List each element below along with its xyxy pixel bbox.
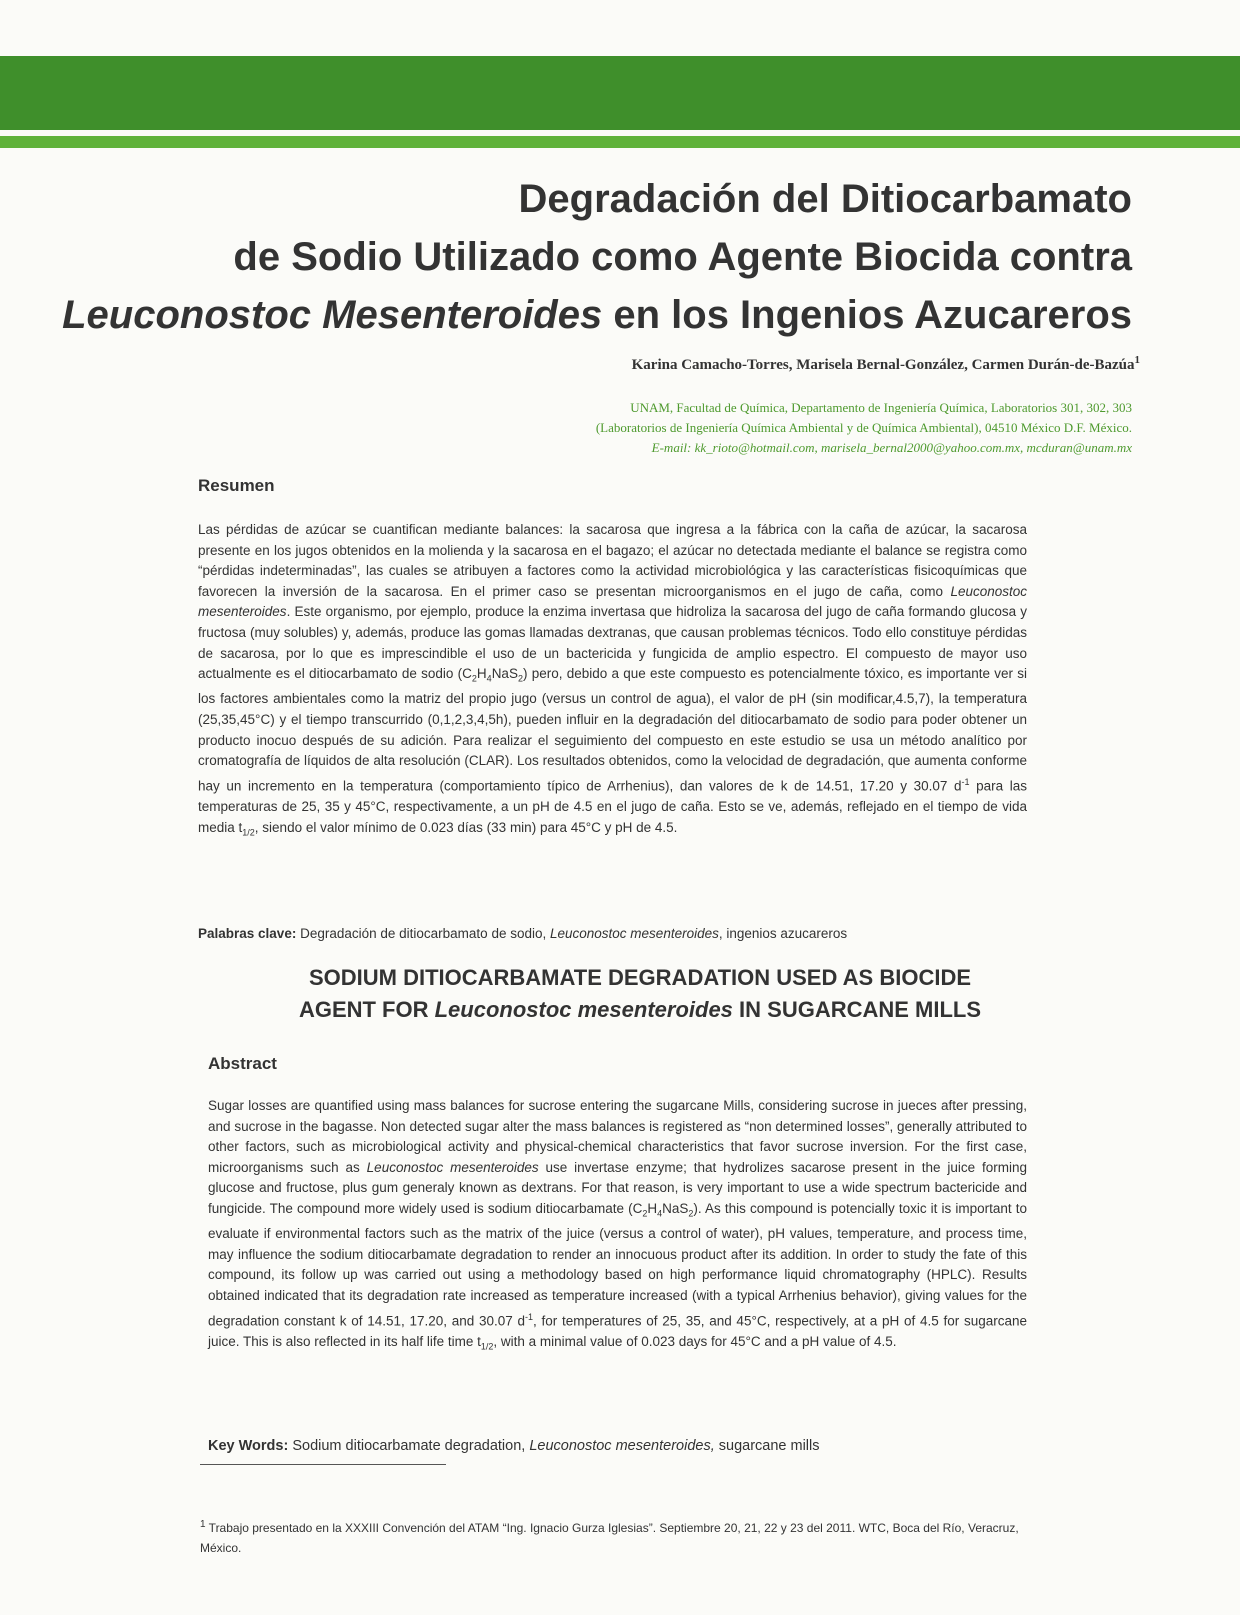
footnote-mark: 1 — [200, 1519, 206, 1530]
resumen-body: Las pérdidas de azúcar se cuantifican mediante balances: la sacarosa que ingresa a la fábrica con la caña de azúcar, la sacarosa presente en los jugos obtenidos en la molienda y la sacarosa en el bagazo; el azúcar no detectada mediante el balance se registra como “pérdidas indeterminadas”, las cuales se atribuyen a factores como la actividad microbiológica y las características fisicoquímicas que favorecen la inversión de la sacarosa. En el primer caso se presentan microorganismos en el jugo de caña, como Leuconostoc mesenteroides. Este organismo, por ejemplo, produce la enzima invertasa que hidroliza la sacarosa del jugo de caña formando glucosa y fructosa (muy solubles) y, además, produce las gomas llamadas dextranas, que causan problemas técnicos. Todo ello constituye pérdidas de sacarosa, por lo que es imprescindible el uso de un bactericida y fungicida de amplio espectro. El compuesto de mayor uso actualmente es el ditiocarbamato de sodio $(C_2H_4NaS_2)$ pero, debido a que este compuesto es potencialmente tóxico, es importante ver si los factores ambientales como la matriz del propio jugo (versus un control de agua), el valor de pH (sin modificar,4.5,7), la temperatura (25,35,45°C) y el tiempo transcurrido (0,1,2,3,4,5h), pueden influir en la degradación del ditiocarbamato de sodio para poder obtener un producto inocuo después de su adición. Para realizar el seguimiento del compuesto en este estudio se usa un método analítico por cromatografía de líquidos de alta resolución (CLAR). Los resultados obtenidos, como la velocidad de degradación, que aumenta conforme hay un incremento en la temperatura (comportamiento típico de Arrhenius), dan valores de k de 14.51, 17.20 y 30.07 $d^{-1}$ para las temperaturas de 25, 35 y 45°C, respectivamente, a un pH de 4.5 en el jugo de caña. Esto se ve, además, reflejado en el tiempo de vida media $t_{1/2}$, siendo el valor mínimo de 0.023 días (33 min) para 45°C y pH de 4.5. — [198, 522, 1028, 838]
title-line-3 — [52, 286, 1132, 344]
footnote-divider — [200, 1464, 446, 1465]
palabras-clave-label: Palabras clave: — [198, 926, 297, 941]
affiliation-line-1: UNAM, Facultad de Química, Departamento de Ingeniería Química, Laboratorios 301, 302, 303 — [630, 400, 1132, 415]
title-line-3-rest: en los Ingenios Azucareros — [602, 293, 1132, 337]
affiliation-email: E-mail: kk_rioto@hotmail.com, marisela_bernal2000@yahoo.com.mx, mcduran@unam.mx — [651, 440, 1132, 455]
english-title — [240, 962, 1040, 1026]
header-green-band — [0, 56, 1240, 130]
author-names: Karina Camacho-Torres, Marisela Bernal-González, Carmen Durán-de-Bazúa — [631, 357, 1135, 373]
affiliation — [596, 398, 1132, 458]
title-line-1: Degradación del Ditiocarbamato — [518, 177, 1132, 221]
title-organism: Leuconostoc Mesenteroides — [62, 293, 603, 337]
organism-name: Leuconostoc mesenteroides — [366, 1159, 539, 1175]
key-words-label: Key Words: — [208, 1438, 289, 1454]
footnote-text: Trabajo presentado en la XXXIII Convención del ATAM “Ing. Ignacio Gurza Iglesias”. Septiembre 20, 21, 22 y 23 del 2011. WTC, Boca del Río, Veracruz, México. — [200, 1521, 1019, 1555]
organism-name: Leuconostoc mesenteroides — [198, 583, 1027, 620]
resumen-heading: Resumen — [198, 476, 275, 495]
english-title-line-1: SODIUM DITIOCARBAMATE DEGRADATION USED AS BIOCIDE — [308, 965, 972, 990]
affiliation-line-2: (Laboratorios de Ingeniería Química Ambiental y de Química Ambiental), 04510 México D.F. México. — [595, 420, 1132, 435]
authors — [632, 354, 1140, 374]
palabras-clave: Palabras clave: Degradación de ditiocarbamato de sodio, Leuconostoc mesenteroides, ingenios azucareros — [198, 926, 848, 941]
abstract-body: Sugar losses are quantified using mass balances for sucrose entering the sugarcane Mills, considering sucrose in jueces after pressing, and sucrose in the bagasse. Non detected sugar alter the mass balances is registered as “non determined losses”, generally attributed to other factors, such as microbiological activity and physical-chemical characteristics that favor sucrose inversion. For the first case, microorganisms such as Leuconostoc mesenteroides use invertase enzyme; that hydrolizes sacarose present in the juice forming glucose and fructose, plus gum generaly known as dextrans. For that reason, is very important to use a wide spectrum bactericide and fungicide. The compound more widely used is sodium ditiocarbamate $(C_2H_4NaS_2)$. As this compound is potencially toxic it is important to evaluate if environmental factors such as the matrix of the juice (versus a control of water), pH values, temperature, and process time, may influence the sodium ditiocarbamate degradation to render an innocuous product after its addition. In order to study the fate of this compound, its follow up was carried out using a methodology based on high performance liquid chromatography (HPLC). Results obtained indicated that its degradation rate increased as temperature increased (with a typical Arrhenius behavior), giving values for the degradation constant k of 14.51, 17.20, and 30.07 $d^{-1}$, for temperatures of 25, 35, and 45°C, respectively, at a pH of 4.5 for sugarcane juice. This is also reflected in its half life time $t_{1/2}$, with a minimal value of 0.023 days for 45°C and a pH value of 4.5. — [208, 1098, 1027, 1352]
abstract-heading: Abstract — [208, 1054, 277, 1073]
header-green-line — [0, 136, 1240, 148]
key-words: Key Words: Sodium ditiocarbamate degradation, Leuconostoc mesenteroides, sugarcane mills — [208, 1438, 820, 1454]
author-footnote-mark: 1 — [1134, 354, 1140, 366]
paper-title — [52, 170, 1132, 344]
english-title-line-2: AGENT FOR Leuconostoc mesenteroides IN SUGARCANE MILLS — [298, 997, 982, 1022]
title-line-2: de Sodio Utilizado como Agente Biocida contra — [233, 235, 1132, 279]
footnote — [200, 1515, 1020, 1558]
